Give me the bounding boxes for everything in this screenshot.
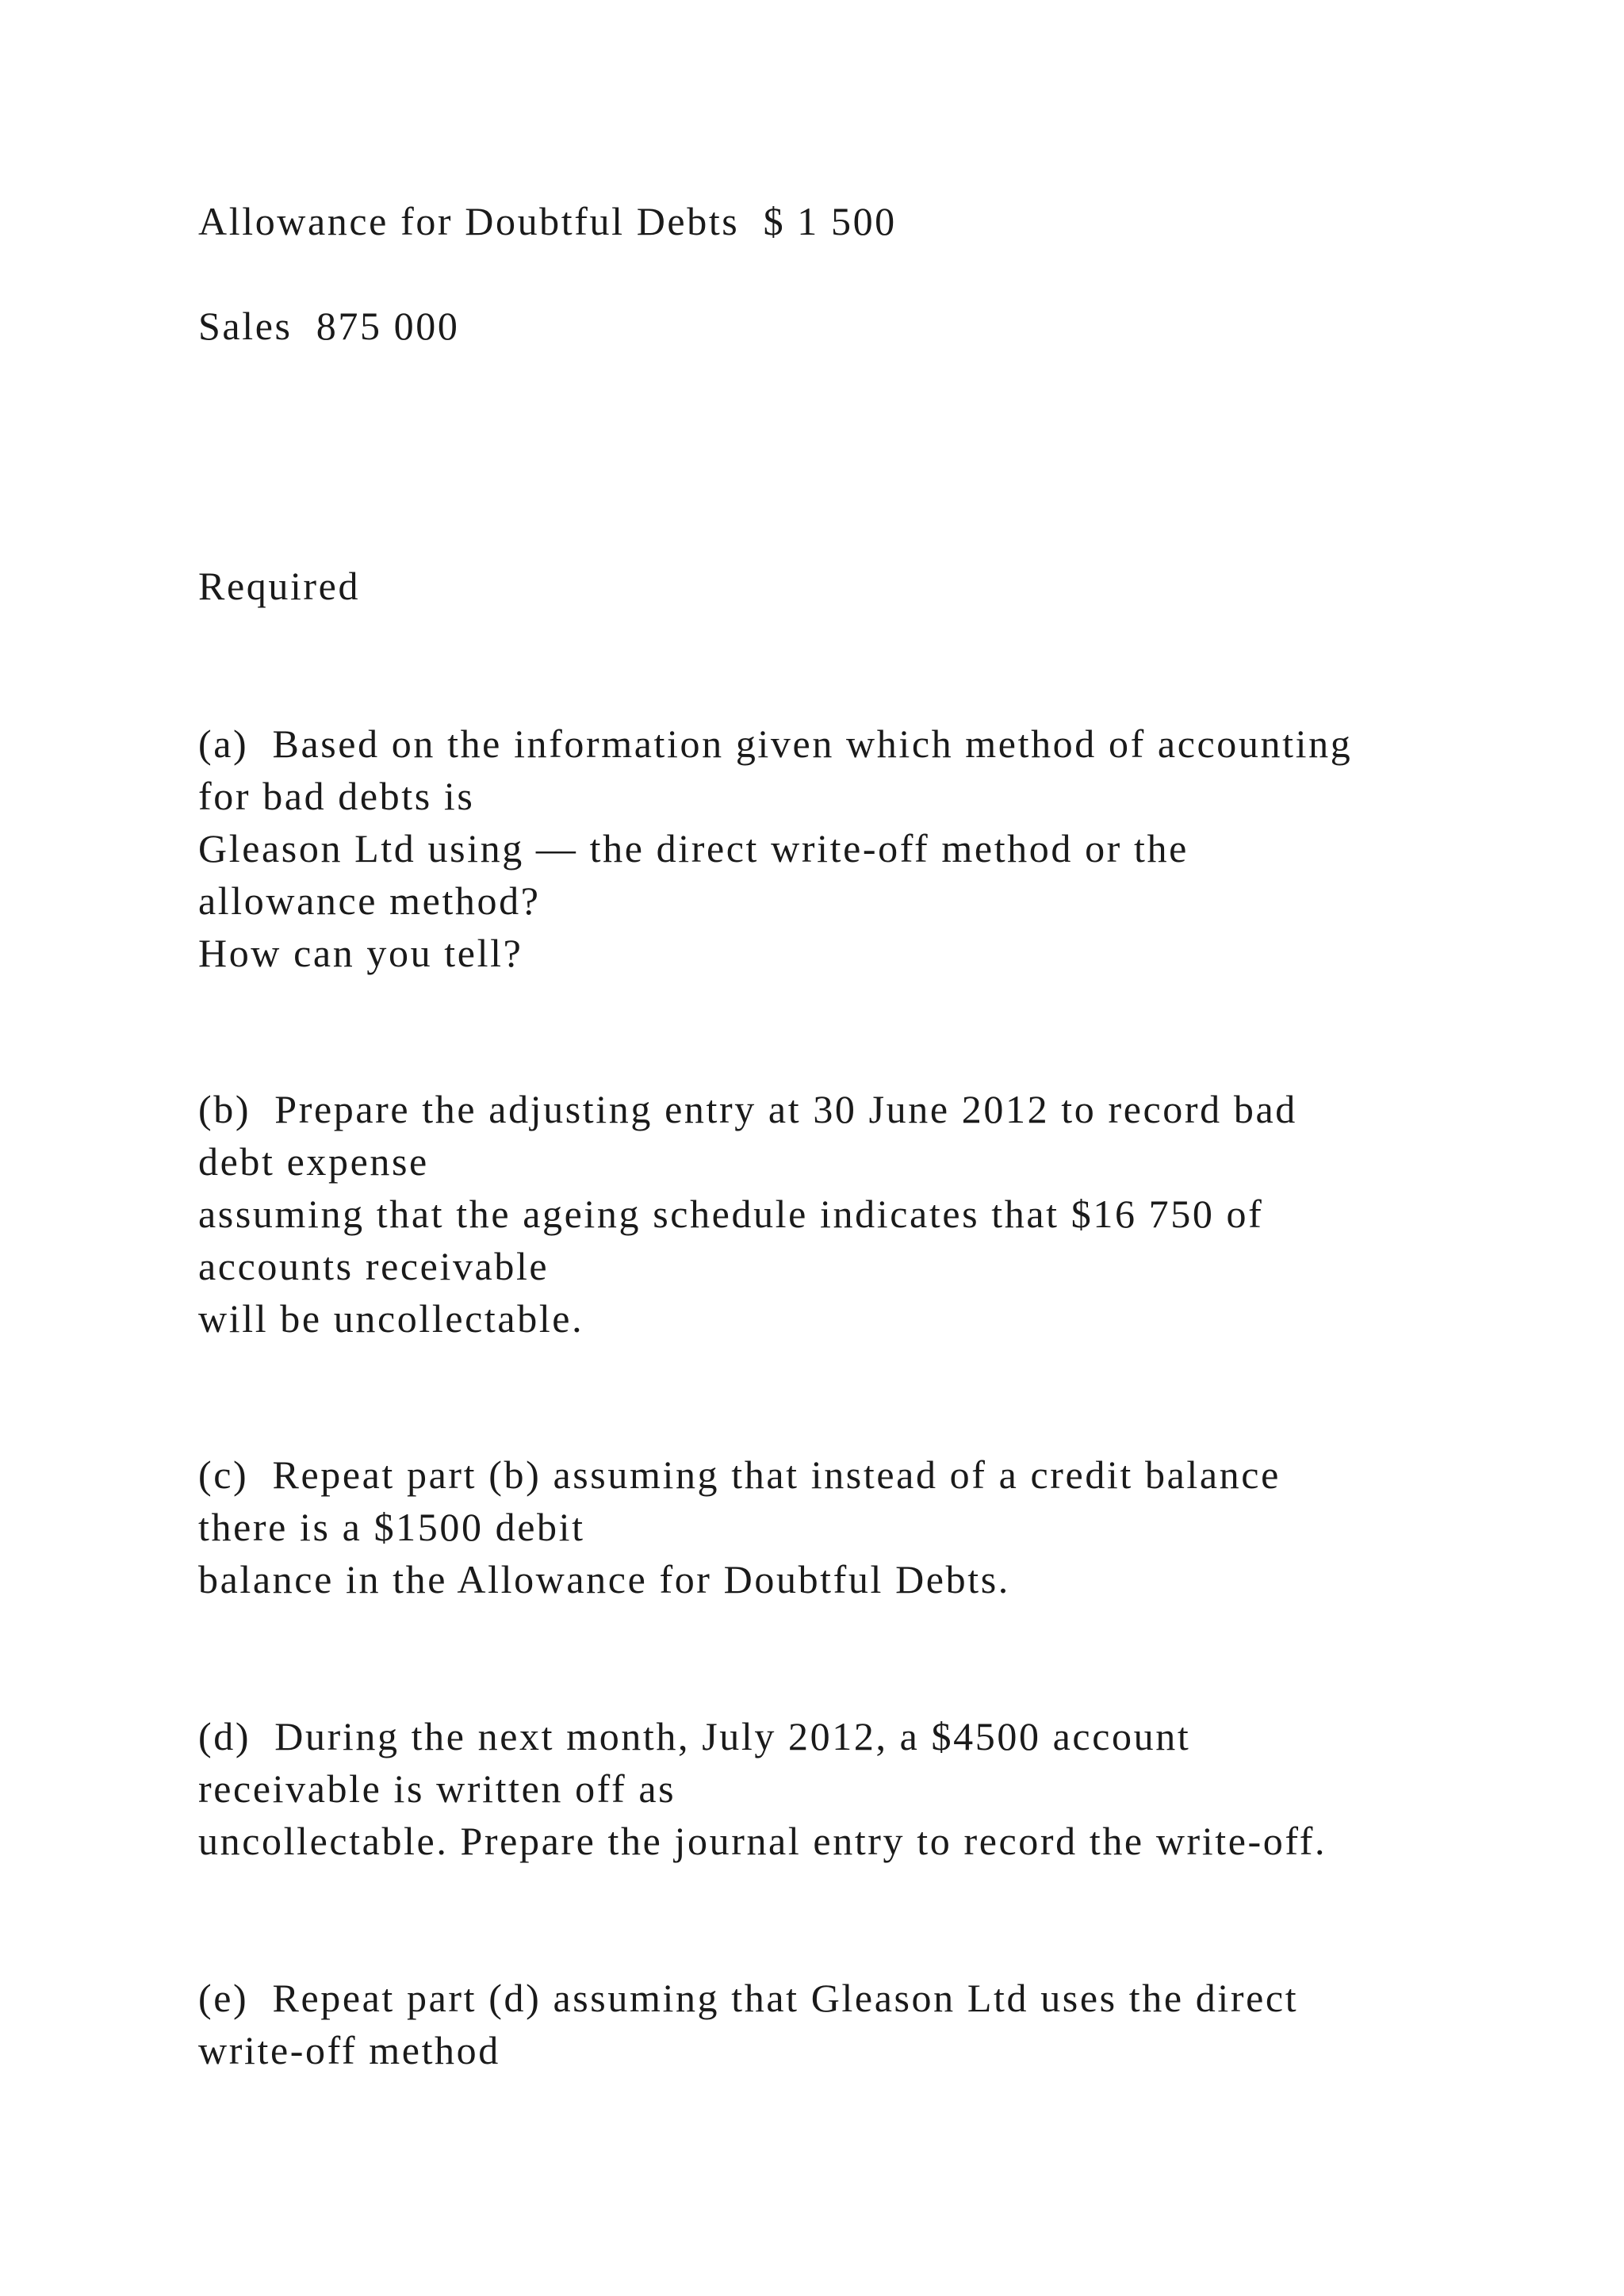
question-b-line: accounts receivable <box>198 1244 550 1288</box>
question-a-line: allowance method? <box>198 878 541 923</box>
required-heading: Required <box>198 564 361 608</box>
question-a-line: for bad debts is <box>198 774 475 818</box>
question-d-line: (d) During the next month, July 2012, a $4500 account <box>198 1714 1191 1758</box>
question-a-line: How can you tell? <box>198 931 523 975</box>
question-e-line: write-off method <box>198 2028 500 2072</box>
question-b-line: (b) Prepare the adjusting entry at 30 June 2012 to record bad <box>198 1087 1297 1131</box>
question-c-line: balance in the Allowance for Doubtful Debts. <box>198 1557 1010 1601</box>
allowance-balance-line: Allowance for Doubtful Debts $ 1 500 <box>198 199 897 243</box>
question-b-line: debt expense <box>198 1139 429 1184</box>
question-a-line: (a) Based on the information given which method of accounting <box>198 721 1353 766</box>
question-a-line: Gleason Ltd using — the direct write-off method or the <box>198 826 1189 871</box>
question-d-line: receivable is written off as <box>198 1766 676 1811</box>
question-d-line: uncollectable. Prepare the journal entry to record the write-off. <box>198 1819 1327 1863</box>
question-c-line: there is a $1500 debit <box>198 1505 585 1549</box>
question-e-line: (e) Repeat part (d) assuming that Gleason Ltd uses the direct <box>198 1976 1299 2020</box>
question-c-line: (c) Repeat part (b) assuming that instead of a credit balance <box>198 1452 1281 1497</box>
question-b-line: assuming that the ageing schedule indicates that $16 750 of <box>198 1192 1264 1236</box>
question-b-line: will be uncollectable. <box>198 1296 584 1341</box>
sales-balance-line: Sales 875 000 <box>198 304 460 348</box>
